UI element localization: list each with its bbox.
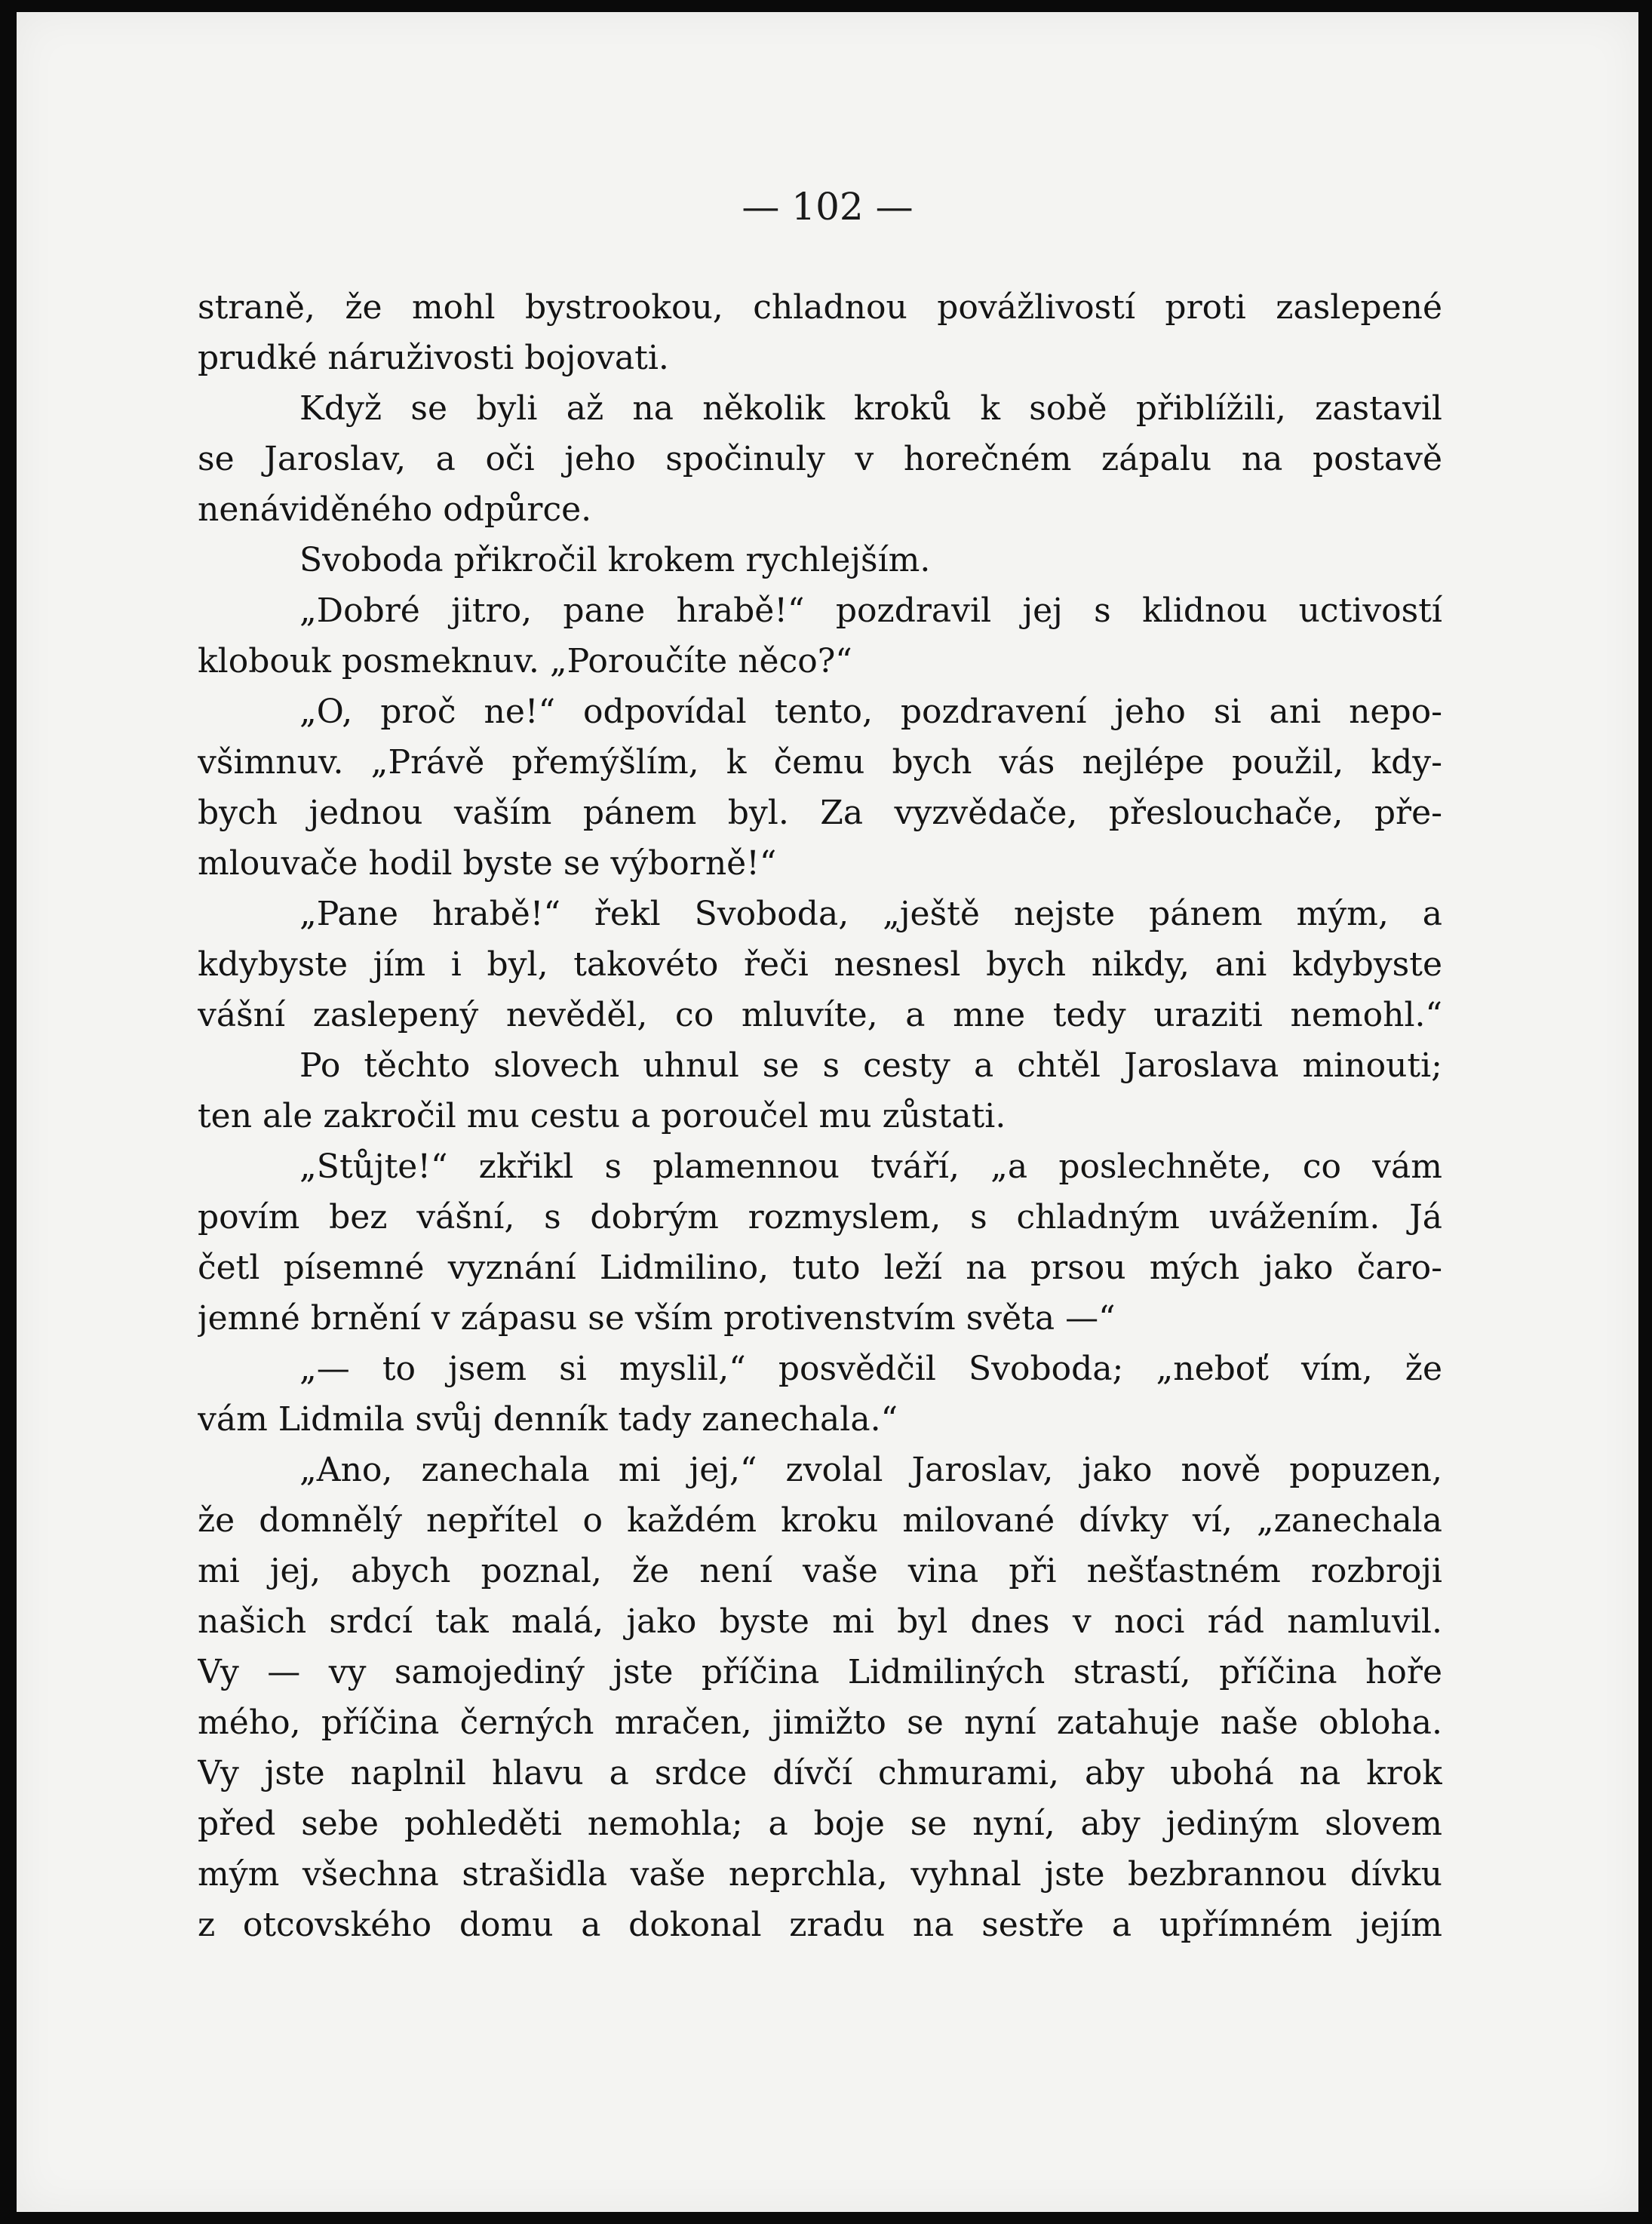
text-line: klobouk posmeknuv. „Poroučíte něco?“ [198,642,852,680]
book-page [17,12,1638,2212]
text-line: se Jaroslav, a oči jeho spočinuly v horečném zápalu na postavě [198,440,1442,478]
text-line: nenáviděného odpůrce. [198,490,592,529]
text-line: „Dobré jitro, pane hrabě!“ pozdravil jej s klidnou uctivostí [299,591,1442,630]
text-line: že domnělý nepřítel o každém kroku milované dívky ví, „zanechala [198,1501,1442,1540]
text-line: prudké náruživosti bojovati. [198,339,669,377]
text-line: „O, proč ne!“ odpovídal tento, pozdravení jeho si ani nepo- [299,693,1442,731]
text-line: Po těchto slovech uhnul se s cesty a chtěl Jaroslava minouti; [299,1046,1442,1085]
text-line: Svoboda přikročil krokem rychlejším. [299,541,931,579]
text-line: vášní zaslepený nevěděl, co mluvíte, a mne tedy uraziti nemohl.“ [198,996,1442,1034]
page-number: — 102 — [742,185,914,229]
text-line: jemné brnění v zápasu se vším protivenstvím světa —“ [198,1299,1116,1338]
text-line: všimnuv. „Právě přemýšlím, k čemu bych vás nejlépe použil, kdy- [198,743,1442,782]
text-line: „Ano, zanechala mi jej,“ zvolal Jaroslav, jako nově popuzen, [299,1451,1442,1489]
text-line: „Pane hrabě!“ řekl Svoboda, „ještě nejste pánem mým, a [299,895,1442,933]
body-text [198,282,1442,1950]
text-line: povím bez vášní, s dobrým rozmyslem, s chladným uvážením. Já [198,1198,1442,1236]
text-line: našich srdcí tak malá, jako byste mi byl dnes v noci rád namluvil. [198,1602,1442,1641]
text-line: mlouvače hodil byste se výborně!“ [198,844,777,883]
text-line: mým všechna strašidla vaše neprchla, vyhnal jste bezbrannou dívku [198,1855,1442,1894]
text-line: před sebe pohleděti nemohla; a boje se nyní, aby jediným slovem [198,1805,1442,1843]
text-line: kdybyste jím i byl, takovéto řeči nesnesl bych nikdy, ani kdybyste [198,945,1442,984]
text-line: straně, že mohl bystrookou, chladnou povážlivostí proti zaslepené [198,288,1442,327]
text-line: Když se byli až na několik kroků k sobě přiblížili, zastavil [299,389,1442,428]
text-line: Vy jste naplnil hlavu a srdce dívčí chmurami, aby ubohá na krok [198,1754,1442,1792]
text-line: mi jej, abych poznal, že není vaše vina při nešťastném rozbroji [198,1552,1442,1590]
text-line: „— to jsem si myslil,“ posvědčil Svoboda; „neboť vím, že [299,1350,1442,1388]
text-line: „Stůjte!“ zkřikl s plamennou tváří, „a poslechněte, co vám [299,1147,1442,1186]
text-line: ten ale zakročil mu cestu a poroučel mu zůstati. [198,1097,1006,1135]
text-line: bych jednou vaším pánem byl. Za vyzvědače, přeslouchače, pře- [198,794,1442,832]
text-line: vám Lidmila svůj denník tady zanechala.“ [198,1400,898,1439]
text-line: Vy — vy samojediný jste příčina Lidmiliných strastí, příčina hoře [198,1653,1442,1691]
text-line: mého, příčina černých mračen, jimižto se nyní zatahuje naše obloha. [198,1703,1442,1742]
text-line: četl písemné vyznání Lidmilino, tuto leží na prsou mých jako čaro- [198,1249,1442,1287]
text-line: z otcovského domu a dokonal zradu na sestře a upřímném jejím [198,1906,1442,1944]
